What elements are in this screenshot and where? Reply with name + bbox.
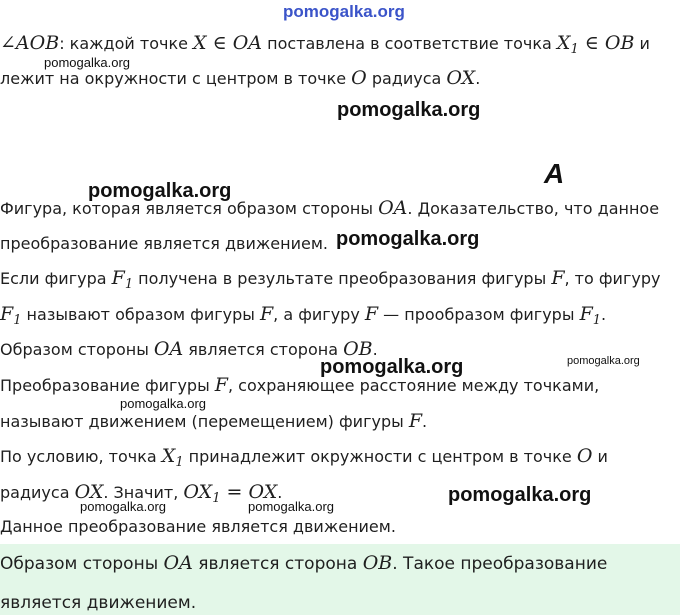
- watermark: pomogalka.org: [44, 55, 130, 70]
- text: Данное преобразование является движением.: [0, 517, 396, 536]
- solution-line-8: [0, 444, 608, 475]
- text: По условию, точка: [0, 447, 162, 466]
- text: радиуса: [366, 69, 447, 88]
- math: OB: [362, 552, 393, 574]
- math: X: [161, 445, 176, 467]
- text: .: [475, 69, 481, 88]
- text: , сохраняющее расстояние между точками,: [227, 376, 600, 395]
- math: ∈ OB: [578, 32, 635, 54]
- text: Преобразование фигуры: [0, 376, 215, 395]
- watermark-top: pomogalka.org: [283, 2, 405, 21]
- text: Фигура, которая является образом стороны: [0, 199, 379, 218]
- text: . Такое преобразование: [392, 554, 608, 574]
- math: OA: [378, 197, 408, 219]
- math-sub: 1: [592, 313, 602, 329]
- math: F: [551, 267, 565, 289]
- solution-line-1: [0, 196, 659, 221]
- math: OX: [183, 481, 213, 503]
- text: .: [422, 412, 428, 431]
- math: OB: [343, 338, 373, 360]
- math-sub: 1: [175, 455, 184, 471]
- math: F: [408, 410, 423, 432]
- math: F: [364, 303, 379, 325]
- problem-line-1: [0, 31, 650, 62]
- watermark: pomogalka.org: [80, 499, 166, 514]
- text: радиуса: [0, 483, 75, 502]
- math: F: [111, 267, 125, 289]
- text: .: [601, 305, 607, 324]
- math: OX: [446, 67, 476, 89]
- text: — прообразом фигуры: [378, 305, 580, 324]
- answer-line-2: [0, 591, 196, 615]
- text: , а фигуру: [273, 305, 365, 324]
- text: принадлежит окружности с центром в точке: [183, 447, 577, 466]
- math: F: [214, 374, 228, 396]
- solution-line-10: [0, 515, 396, 539]
- math-sub: 1: [124, 277, 134, 293]
- math: F: [0, 303, 14, 325]
- math: OX: [74, 481, 104, 503]
- text: лежит на окружности с центром в точке: [0, 69, 352, 88]
- solution-line-7: [0, 409, 427, 434]
- text: Образом стороны: [0, 340, 154, 359]
- math: OA: [153, 338, 184, 360]
- text: .: [372, 340, 378, 359]
- text: преобразование является движением.: [0, 234, 328, 253]
- math: = OX: [220, 481, 278, 503]
- math: X ∈ OA: [193, 32, 263, 54]
- watermark: pomogalka.org: [337, 99, 481, 121]
- watermark: pomogalka.org: [320, 356, 464, 378]
- problem-line-2: [0, 66, 480, 91]
- watermark: pomogalka.org: [336, 228, 480, 250]
- text: . Значит,: [103, 483, 184, 502]
- math: X: [556, 32, 571, 54]
- text: Образом стороны: [0, 554, 164, 574]
- text: поставлена в соответствие точка: [262, 34, 557, 53]
- text: получена в результате преобразования фигуры: [133, 269, 552, 288]
- watermark: pomogalka.org: [567, 355, 640, 367]
- text: и: [634, 34, 650, 53]
- solution-line-3: [0, 266, 660, 297]
- text: является сторона: [183, 340, 344, 359]
- math-sub: 1: [212, 491, 221, 507]
- text: называют движением (перемещением) фигуры: [0, 412, 409, 431]
- text: является движением.: [0, 593, 197, 613]
- solution-line-6: [0, 373, 599, 398]
- text: называют образом фигуры: [21, 305, 260, 324]
- text: , то фигуру: [564, 269, 661, 288]
- math: O: [351, 67, 367, 89]
- math-sub: 1: [570, 42, 579, 58]
- solution-line-2: [0, 232, 328, 256]
- answer-line-1: [0, 551, 607, 576]
- figure-label: A: [544, 158, 565, 189]
- text: является сторона: [192, 554, 363, 574]
- watermark: pomogalka.org: [88, 180, 232, 202]
- watermark: pomogalka.org: [248, 499, 334, 514]
- text: : каждой точке: [59, 34, 194, 53]
- text: . Доказательство, что данное: [407, 199, 660, 218]
- text: Если фигура: [0, 269, 112, 288]
- math: OA: [163, 552, 193, 574]
- math: F: [579, 303, 593, 325]
- math: O: [576, 445, 593, 467]
- text: .: [277, 483, 283, 502]
- watermark: pomogalka.org: [120, 396, 206, 411]
- math: F: [259, 303, 274, 325]
- solution-line-5: [0, 337, 378, 362]
- text: и: [592, 447, 608, 466]
- math-angle: ∠AOB: [0, 32, 60, 54]
- solution-line-9: [0, 480, 282, 511]
- watermark: pomogalka.org: [448, 484, 592, 506]
- solution-line-4: [0, 302, 606, 333]
- math-sub: 1: [13, 313, 22, 329]
